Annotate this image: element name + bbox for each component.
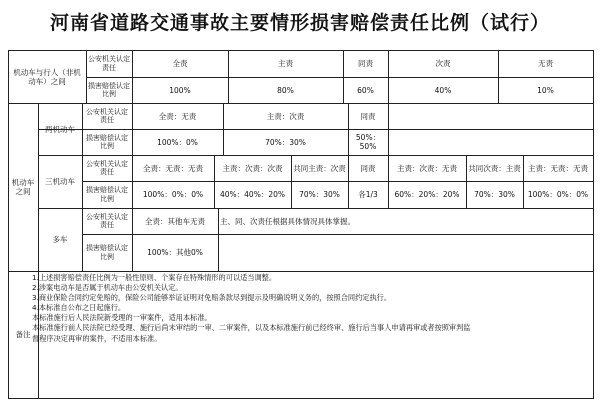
three-vehicle-ratio: 40%：40%：20% bbox=[219, 190, 285, 199]
note-line: 督程序决定再审的案件，不适用本标准。 bbox=[32, 333, 162, 343]
pedestrian-ratio: 100% bbox=[169, 85, 191, 95]
pedestrian-responsibility: 次责 bbox=[435, 59, 451, 68]
three-vehicle-ratio: 70%：30% bbox=[299, 190, 340, 199]
two-vehicles-label: 两机动车 bbox=[45, 124, 75, 134]
police-liability-label: 公安机关认定责任 bbox=[88, 55, 130, 72]
grid-line bbox=[388, 103, 389, 156]
two-vehicle-responsibility: 全责：无责 bbox=[158, 111, 197, 121]
note-line: 2.涉案电动车是否属于机动车由公安机关认定。 bbox=[32, 283, 183, 293]
pedestrian-ratio: 80% bbox=[277, 85, 294, 95]
grid-line bbox=[593, 50, 594, 399]
pedestrian-section-label: 机动车与行人（非机动车）之间 bbox=[13, 67, 81, 86]
compensation-ratio-label: 损害赔偿认定比例 bbox=[88, 81, 130, 98]
police-liability-label: 公安机关认定责任 bbox=[86, 159, 128, 176]
three-vehicle-responsibility: 主责：无责：无责 bbox=[528, 163, 588, 173]
vehicle-section-label: 机动车之间 bbox=[11, 178, 35, 196]
pedestrian-responsibility: 全责 bbox=[172, 59, 188, 68]
page-title: 河南省道路交通事故主要情形损害赔偿责任比例（试行） bbox=[49, 12, 550, 34]
multi-vehicle-ratio: 100%：其他0% bbox=[147, 248, 203, 257]
two-vehicle-responsibility: 主责：次责 bbox=[266, 111, 305, 121]
pedestrian-responsibility: 无责 bbox=[538, 59, 553, 68]
compensation-ratio-label: 损害赔偿认定比例 bbox=[86, 133, 128, 150]
three-vehicle-ratio: 各1/3 bbox=[358, 190, 378, 199]
compensation-ratio-label: 损害赔偿认定比例 bbox=[86, 186, 128, 203]
three-vehicle-responsibility: 同责 bbox=[360, 163, 376, 173]
police-liability-label: 公安机关认定责任 bbox=[86, 212, 128, 229]
note-line: 4.本标准自公布之日起施行。 bbox=[32, 303, 126, 313]
two-vehicle-ratio: 100%：0% bbox=[157, 137, 198, 147]
two-vehicle-ratio: 70%：30% bbox=[265, 137, 306, 147]
pedestrian-responsibility: 主责 bbox=[278, 59, 293, 68]
remarks-notes bbox=[32, 273, 585, 347]
multi-vehicle-responsibility: 全责：其他车无责 bbox=[145, 216, 205, 226]
three-vehicle-ratio: 70%：30% bbox=[474, 190, 515, 199]
three-vehicle-responsibility: 主责：次责：次责 bbox=[222, 163, 283, 173]
multi-vehicles-label: 多车 bbox=[52, 235, 68, 244]
three-vehicle-responsibility: 主责：次责：无责 bbox=[397, 163, 457, 173]
three-vehicle-responsibility: 共同次责：主责 bbox=[468, 163, 521, 173]
three-vehicles-label: 三机动车 bbox=[45, 177, 75, 186]
grid-line bbox=[8, 398, 594, 399]
pedestrian-ratio: 40% bbox=[434, 85, 452, 95]
pedestrian-ratio: 10% bbox=[537, 85, 554, 95]
three-vehicle-ratio: 60%：20%：20% bbox=[394, 190, 460, 199]
three-vehicle-ratio: 100%：0%：0% bbox=[142, 190, 204, 199]
note-line: 1.上述损害赔偿责任比例为一般性原则、个案存在特殊情形的可以适当调整。 bbox=[32, 273, 277, 282]
note-line: 本标准施行前人民法院已经受理、施行后尚未审结的一审、二审案件，以及本标准施行前已经终审、施行后当事人申请再审或者按照审判监 bbox=[32, 323, 471, 333]
two-vehicle-ratio: 50%：50% bbox=[355, 133, 381, 151]
compensation-ratio-label: 损害赔偿认定比例 bbox=[86, 244, 128, 261]
pedestrian-responsibility: 同责 bbox=[358, 59, 373, 68]
two-vehicle-responsibility: 同责 bbox=[360, 111, 376, 121]
grid-line bbox=[8, 271, 594, 272]
pedestrian-ratio: 60% bbox=[357, 85, 374, 95]
police-liability-label: 公安机关认定责任 bbox=[86, 107, 128, 124]
three-vehicle-responsibility: 共同主责：次责 bbox=[293, 163, 346, 173]
multi-vehicle-note: 主、同、次责任根据具体情况具体掌握。 bbox=[220, 216, 355, 226]
three-vehicle-ratio: 100%：0%：0% bbox=[527, 190, 589, 199]
note-line: 本标准施行后人民法院新受理的一审案件，适用本标准。 bbox=[32, 313, 212, 323]
three-vehicle-responsibility: 全责：无责：无责 bbox=[143, 163, 203, 173]
remarks-label: 备注 bbox=[15, 330, 31, 339]
note-line: 3.商业保险合同约定免赔的，保险公司能够举证证明对免赔条款尽到提示及明确说明义务的，按照合同约定执行。 bbox=[32, 293, 392, 303]
